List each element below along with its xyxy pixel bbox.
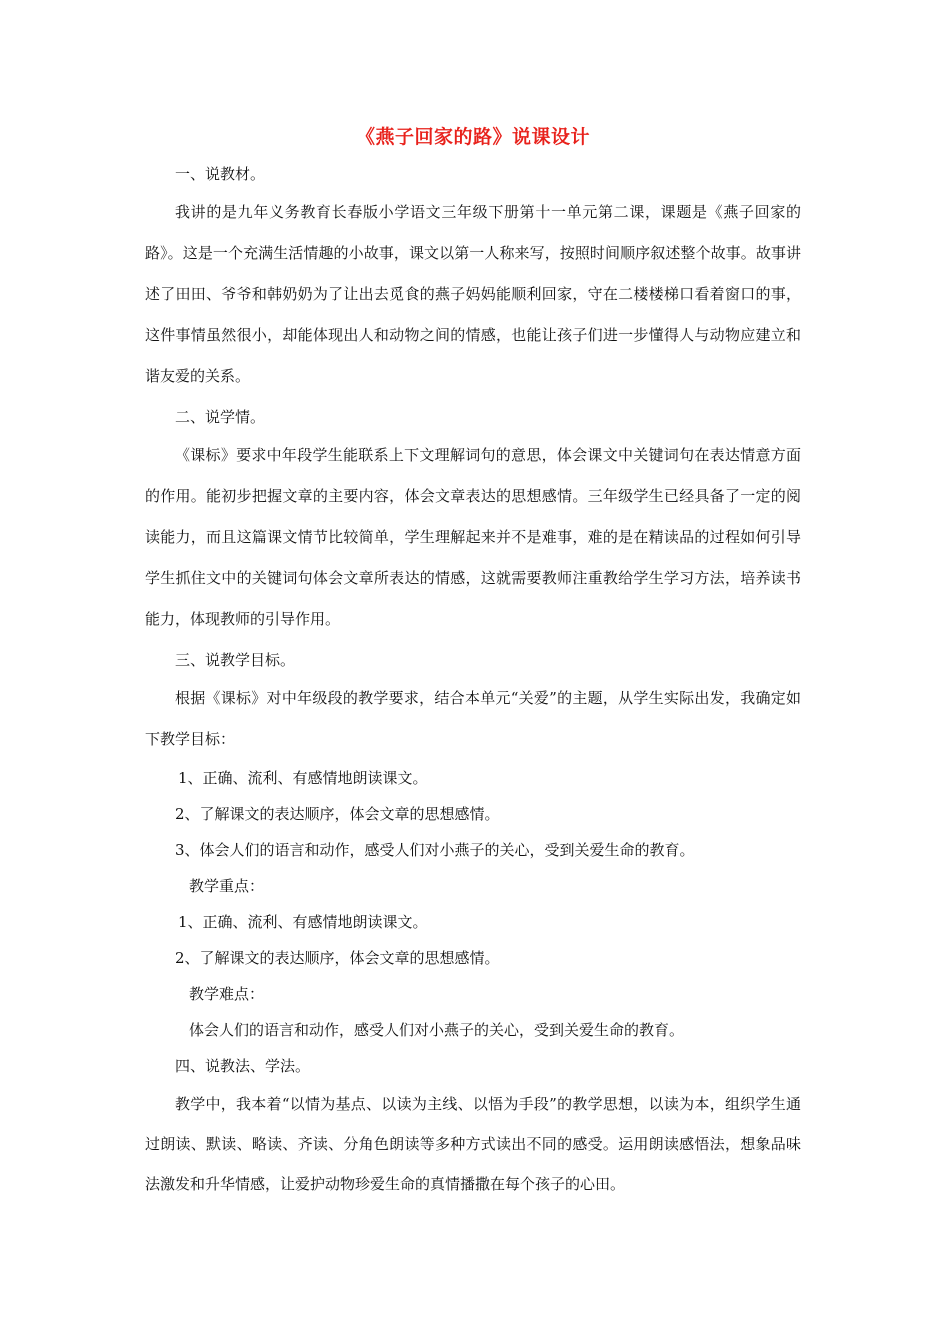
difficulty-heading: 教学难点： <box>189 985 265 1003</box>
goal-item: 1、正确、流利、有感情地朗读课文。 <box>178 769 428 787</box>
section-heading-methods: 四、说教法、学法。 <box>175 1057 311 1075</box>
goal-item: 3、体会人们的语言和动作，感受人们对小燕子的关心，受到关爱生命的教育。 <box>175 841 695 859</box>
key-point-item: 2、了解课文的表达顺序，体会文章的思想感情。 <box>175 949 500 967</box>
paragraph-goals-intro: 根据《课标》对中年级段的教学要求，结合本单元“关爱”的主题，从学生实际出发，我确定如下教学目标： <box>145 689 801 748</box>
section-heading-textbook: 一、说教材。 <box>175 165 266 183</box>
key-points-heading: 教学重点： <box>189 877 265 895</box>
paragraph-methods: 教学中，我本着“以情为基点、以读为主线、以悟为手段”的教学思想，以读为本，组织学生通过朗读、默读、略读、齐读、分角色朗读等多种方式读出不同的感受。运用朗读感悟法，想象品味法激发和升华情感，让爱护动物珍爱生命的真情播撒在每个孩子的心田。 <box>145 1095 801 1193</box>
difficulty-item: 体会人们的语言和动作，感受人们对小燕子的关心，受到关爱生命的教育。 <box>189 1021 685 1039</box>
section-heading-students: 二、说学情。 <box>175 408 266 426</box>
paragraph-textbook: 我讲的是九年义务教育长春版小学语文三年级下册第十一单元第二课，课题是《燕子回家的路》。这是一个充满生活情趣的小故事，课文以第一人称来写，按照时间顺序叙述整个故事。故事讲述了田田、爷爷和韩奶奶为了让出去觅食的燕子妈妈能顺利回家，守在二楼楼梯口看着窗口的事，这件事情虽然很小，却能体现出人和动物之间的情感，也能让孩子们进一步懂得人与动物应建立和谐友爱的关系。 <box>145 203 801 385</box>
document-page <box>145 118 801 1204</box>
section-heading-goals: 三、说教学目标。 <box>175 651 296 669</box>
document-title: 《燕子回家的路》说课设计 <box>355 126 590 148</box>
paragraph-students: 《课标》要求中年段学生能联系上下文理解词句的意思，体会课文中关键词句在表达情意方面的作用。能初步把握文章的主要内容，体会文章表达的思想感情。三年级学生已经具备了一定的阅读能力，而且这篇课文情节比较简单，学生理解起来并不是难事，难的是在精读品的过程如何引导学生抓住文中的关键词句体会文章所表达的情感，这就需要教师注重教给学生学习方法，培养读书能力，体现教师的引导作用。 <box>145 446 801 628</box>
key-point-item: 1、正确、流利、有感情地朗读课文。 <box>178 913 428 931</box>
goal-item: 2、了解课文的表达顺序，体会文章的思想感情。 <box>175 805 500 823</box>
